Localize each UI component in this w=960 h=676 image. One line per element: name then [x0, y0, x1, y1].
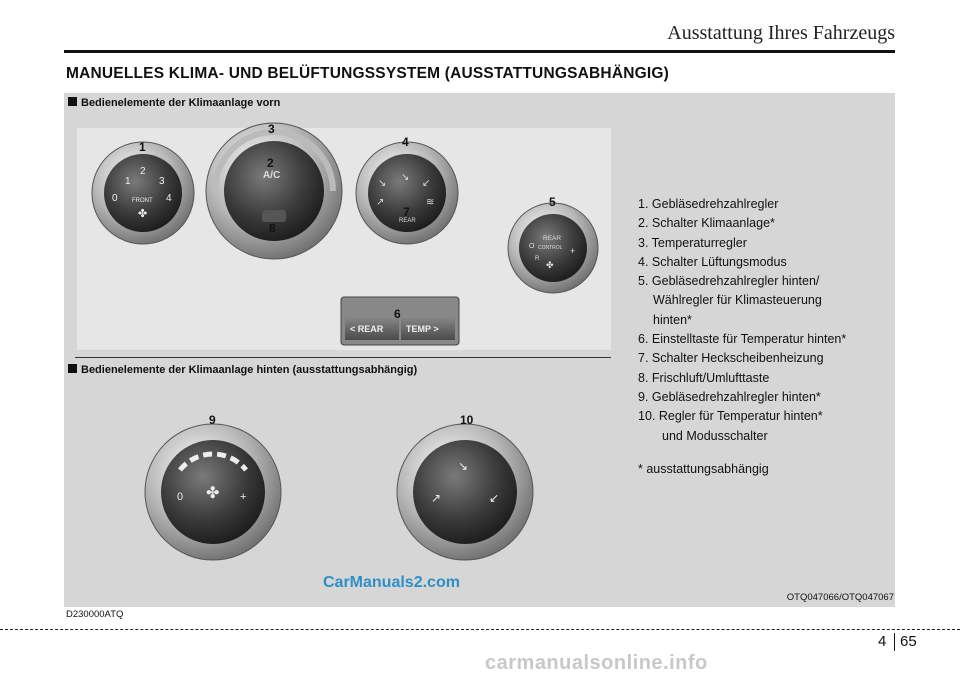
rear-temp-right-label: TEMP >: [406, 324, 439, 334]
legend-item-2: 2. Schalter Klimaanlage*: [638, 216, 775, 231]
footer-rule: [0, 629, 960, 630]
dial5-label-r: R: [535, 256, 540, 262]
callout-1: 1: [139, 140, 146, 154]
callout-10: 10: [460, 413, 474, 427]
control-label: CONTROL: [538, 245, 563, 251]
dial1-label-3: 3: [159, 176, 165, 187]
fan-icon: ✤: [138, 208, 148, 220]
callout-3: 3: [268, 122, 275, 136]
mode-dial: [356, 142, 458, 244]
callout-7: 7: [403, 205, 410, 219]
callout-6: 6: [394, 307, 401, 321]
dial1-label-0: 0: [112, 193, 118, 204]
callout-9: 9: [209, 413, 216, 427]
dial1-label-2: 2: [140, 166, 146, 177]
legend-item-5: 5. Gebläsedrehzahlregler hinten/: [638, 274, 820, 289]
legend-item-1: 1. Gebläsedrehzahlregler: [638, 197, 779, 211]
legend-item-6: 6. Einstelltaste für Temperatur hinten*: [638, 332, 847, 347]
rear-temp-switch: [341, 297, 459, 345]
dial1-label-4: 4: [166, 193, 172, 204]
mode-dial-label: REAR: [399, 218, 416, 224]
callout-2: 2: [267, 156, 274, 170]
page-separator: [894, 633, 895, 651]
temperature-dial: [206, 123, 342, 259]
floor-icon: ↙: [489, 491, 500, 505]
dial1-name: FRONT: [132, 198, 153, 204]
front-panel-heading: Bedienelemente der Klimaanlage vorn: [68, 97, 280, 109]
callout-numbers: [139, 122, 556, 427]
dial5-label-o: O: [529, 243, 535, 250]
fan-icon: ✤: [546, 260, 554, 270]
bilevel-icon: ↘: [401, 172, 410, 183]
square-bullet-icon: [68, 364, 77, 373]
page-chapter: 4: [878, 633, 887, 650]
footnote: * ausstattungsabhängig: [638, 462, 769, 476]
rear-control-dial: [508, 203, 598, 293]
site-watermark: carmanualsonline.info: [485, 652, 708, 674]
rear-label: REAR: [543, 235, 562, 242]
callout-4: 4: [402, 135, 409, 149]
legend-item-10: 10. Regler für Temperatur hinten*: [638, 409, 823, 424]
legend-item-9: 9. Gebläsedrehzahlregler hinten*: [638, 389, 821, 404]
legend-item-10-cont: und Modusschalter: [662, 428, 768, 443]
legend-item-4: 4. Schalter Lüftungsmodus: [638, 254, 787, 269]
dial9-label-plus: +: [240, 491, 247, 503]
dial9-label-0: 0: [177, 491, 184, 503]
header-title: Ausstattung Ihres Fahrzeugs: [667, 22, 895, 44]
panel-divider: [75, 357, 611, 358]
image-code: OTQ047066/OTQ047067: [786, 592, 894, 603]
rear-temp-left-label: < REAR: [350, 324, 384, 334]
rear-fan-dial: [145, 424, 281, 560]
legend-list: [638, 195, 846, 446]
legend-item-5-cont: Wählregler für Klimasteuerung: [653, 293, 822, 308]
watermark: CarManuals2.com: [323, 574, 460, 591]
fan-speed-dial: [92, 142, 194, 244]
bilevel-icon: ↗: [431, 491, 442, 505]
vent-icon: ↘: [378, 178, 387, 189]
legend-item-3: 3. Temperaturregler: [638, 235, 747, 250]
page-number: 65: [900, 633, 917, 650]
rear-panel-heading: Bedienelemente der Klimaanlage hinten (ausstattungsabhängig): [68, 364, 417, 376]
reference-code: D230000ATQ: [66, 609, 124, 620]
fan-icon: ✤: [206, 485, 220, 502]
floor-icon: ↙: [422, 178, 431, 189]
dial1-label-1: 1: [125, 176, 131, 187]
legend-item-5-cont: hinten*: [653, 312, 692, 327]
section-title: MANUELLES KLIMA- UND BELÜFTUNGSSYSTEM (AUSSTATTUNGSABHÄNGIG): [66, 65, 669, 82]
ac-label: A/C: [263, 170, 281, 181]
plus-icon: +: [570, 246, 576, 256]
callout-5: 5: [549, 195, 556, 209]
defrost-icon: ≋: [426, 197, 435, 208]
floor-defrost-icon: ↗: [376, 197, 385, 208]
vent-icon: ↘: [458, 459, 469, 473]
rear-temp-mode-dial: [397, 424, 533, 560]
legend-item-7: 7. Schalter Heckscheibenheizung: [638, 351, 824, 366]
legend-item-8: 8. Frischluft/Umlufttaste: [638, 370, 770, 385]
callout-8: 8: [269, 221, 276, 235]
